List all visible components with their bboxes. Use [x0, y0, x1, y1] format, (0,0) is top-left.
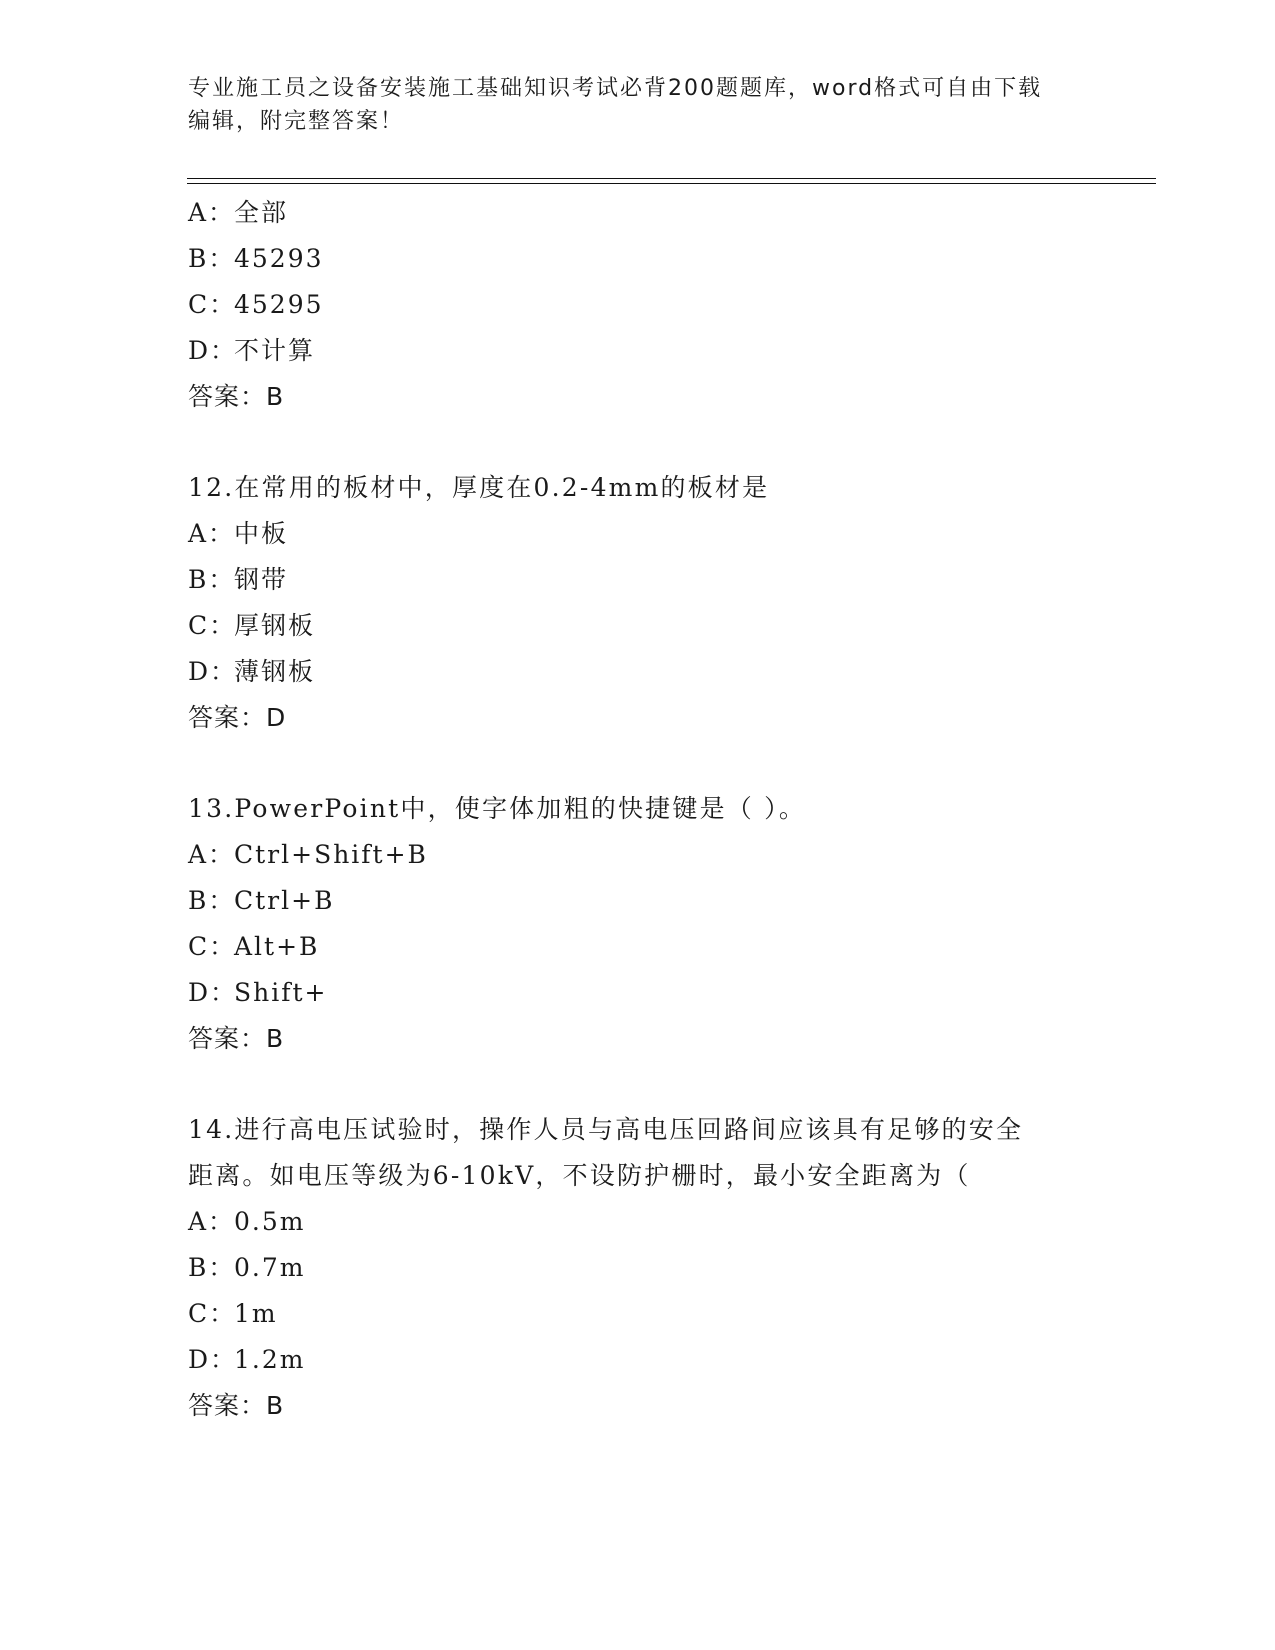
- option-key: C：: [188, 611, 237, 640]
- option-text: 1.2m: [234, 1345, 306, 1374]
- spacer: [188, 420, 1148, 465]
- option-text: 1m: [234, 1299, 278, 1328]
- option-a: [188, 832, 1148, 878]
- option-text: Alt+B: [234, 932, 320, 961]
- option-b: [188, 1245, 1148, 1291]
- header-divider-top: [187, 178, 1156, 179]
- document-header: [188, 72, 1068, 138]
- option-text: 薄钢板: [234, 657, 316, 686]
- option-a: [188, 511, 1148, 557]
- option-text: Shift+: [234, 978, 328, 1007]
- option-text: 厚钢板: [234, 611, 316, 640]
- option-key: A：: [188, 840, 236, 869]
- option-text: 中板: [234, 519, 289, 548]
- option-c: [188, 282, 1148, 328]
- option-key: D：: [188, 978, 238, 1007]
- option-d: [188, 970, 1148, 1016]
- question-stem: 12.在常用的板材中，厚度在0.2-4mm的板材是: [188, 473, 770, 502]
- option-key: D：: [188, 336, 238, 365]
- question-stem: 13.PowerPoint中，使字体加粗的快捷键是（ ）。: [188, 794, 807, 823]
- option-text: 0.7m: [234, 1253, 306, 1282]
- question-stem-continued: 距离。如电压等级为6-10kV，不设防护栅时，最小安全距离为（: [188, 1161, 971, 1190]
- answer-line: 答案：B: [188, 1024, 285, 1053]
- question-12: [188, 465, 1148, 741]
- option-key: A：: [188, 198, 236, 227]
- question-list: [188, 190, 1148, 1429]
- spacer: [188, 741, 1148, 786]
- option-key: C：: [188, 290, 237, 319]
- option-b: [188, 878, 1148, 924]
- option-text: 0.5m: [234, 1207, 306, 1236]
- option-text: 不计算: [234, 336, 316, 365]
- option-key: A：: [188, 1207, 236, 1236]
- answer-line: 答案：B: [188, 382, 285, 411]
- option-a: [188, 1199, 1148, 1245]
- spacer: [188, 1062, 1148, 1107]
- question-13: [188, 786, 1148, 1062]
- option-text: Ctrl+B: [234, 886, 335, 915]
- answer-line: 答案：B: [188, 1391, 285, 1420]
- option-text: 45295: [234, 290, 324, 319]
- option-b: [188, 236, 1148, 282]
- option-d: [188, 1337, 1148, 1383]
- option-key: B：: [188, 1253, 236, 1282]
- answer-line: 答案：D: [188, 703, 287, 732]
- option-key: B：: [188, 244, 236, 273]
- question-14: [188, 1107, 1148, 1429]
- option-key: D：: [188, 1345, 238, 1374]
- option-text: Ctrl+Shift+B: [234, 840, 428, 869]
- option-text: 钢带: [234, 565, 289, 594]
- option-a: [188, 190, 1148, 236]
- option-key: C：: [188, 1299, 237, 1328]
- option-text: 全部: [234, 198, 289, 227]
- option-c: [188, 603, 1148, 649]
- option-c: [188, 924, 1148, 970]
- option-key: A：: [188, 519, 236, 548]
- option-text: 45293: [234, 244, 324, 273]
- option-key: B：: [188, 886, 236, 915]
- header-divider-bottom: [187, 183, 1156, 184]
- option-key: D：: [188, 657, 238, 686]
- header-title-line-1: 专业施工员之设备安装施工基础知识考试必背200题题库，word格式可自由下载: [188, 76, 1043, 101]
- option-c: [188, 1291, 1148, 1337]
- option-key: B：: [188, 565, 236, 594]
- option-d: [188, 328, 1148, 374]
- question-11-continued: [188, 190, 1148, 420]
- header-title-line-2: 编辑，附完整答案！: [188, 109, 405, 134]
- option-d: [188, 649, 1148, 695]
- option-key: C：: [188, 932, 237, 961]
- option-b: [188, 557, 1148, 603]
- question-stem: 14.进行高电压试验时，操作人员与高电压回路间应该具有足够的安全: [188, 1115, 1024, 1144]
